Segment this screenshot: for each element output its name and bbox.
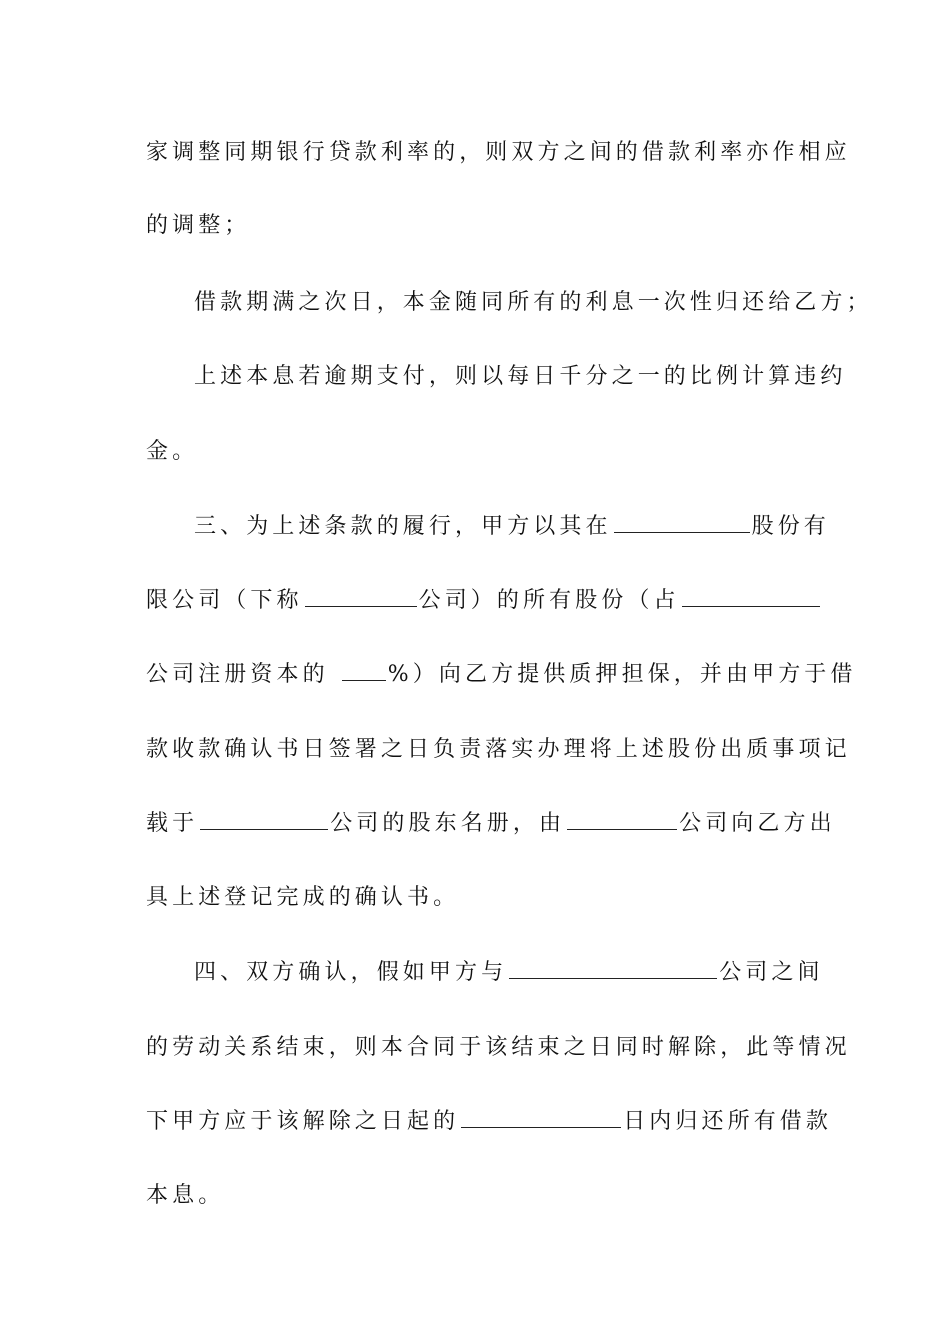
text-segment: 金。 — [146, 439, 199, 464]
text-segment: 公司的股东名册，由 — [330, 811, 566, 836]
text-line — [146, 809, 836, 839]
text-segment: 借款期满之次日，本金随同所有的利息一次性归还给乙方； — [194, 290, 873, 315]
text-line — [146, 1033, 851, 1063]
text-line — [146, 735, 851, 765]
text-segment: 公司向乙方出 — [679, 811, 836, 836]
text-segment: 载于 — [146, 811, 199, 836]
text-segment: 款收款确认书日签署之日负责落实办理将上述股份出质事项记 — [146, 737, 851, 762]
fill-in-blank — [461, 1109, 621, 1128]
fill-in-blank — [567, 811, 677, 830]
text-segment: 上述本息若逾期支付，则以每日千分之一的比例计算违约 — [194, 364, 847, 389]
text-segment: 家调整同期银行贷款利率的，则双方之间的借款利率亦作相应 — [146, 140, 851, 165]
text-segment: 的劳动关系结束，则本合同于该结束之日同时解除，此等情况 — [146, 1035, 851, 1060]
text-segment: 公司注册资本的 — [146, 662, 340, 687]
fill-in-blank — [200, 811, 328, 830]
fill-in-blank — [305, 588, 417, 607]
text-line — [146, 1181, 806, 1211]
text-segment: 公司）的所有股份（占 — [418, 588, 680, 613]
text-segment: 三、为上述条款的履行，甲方以其在 — [194, 514, 612, 539]
text-segment: 四、双方确认，假如甲方与 — [194, 960, 508, 985]
fill-in-blank — [342, 662, 386, 681]
text-segment: 本息。 — [146, 1183, 225, 1208]
text-line — [146, 437, 806, 467]
text-segment: 限公司（下称 — [146, 588, 303, 613]
fill-in-blank — [614, 514, 750, 533]
text-line — [146, 1107, 833, 1137]
paragraph-line — [194, 362, 847, 392]
text-line — [146, 211, 806, 241]
fill-in-blank — [682, 588, 820, 607]
text-line — [146, 586, 806, 616]
text-segment: 的调整； — [146, 213, 251, 238]
paragraph-line — [194, 288, 873, 318]
text-segment: 具上述登记完成的确认书。 — [146, 885, 460, 910]
paragraph-line — [194, 512, 830, 542]
text-line — [146, 883, 806, 913]
text-segment: 公司之间 — [719, 960, 824, 985]
text-segment: 股份有 — [751, 514, 830, 539]
text-segment: %）向乙方提供质押担保，并由甲方于借 — [387, 662, 857, 687]
fill-in-blank — [509, 960, 717, 979]
text-segment: 下甲方应于该解除之日起的 — [146, 1109, 460, 1134]
text-line — [146, 660, 857, 690]
text-segment: 日内归还所有借款 — [623, 1109, 833, 1134]
paragraph-line — [194, 958, 824, 988]
text-line — [146, 138, 851, 168]
